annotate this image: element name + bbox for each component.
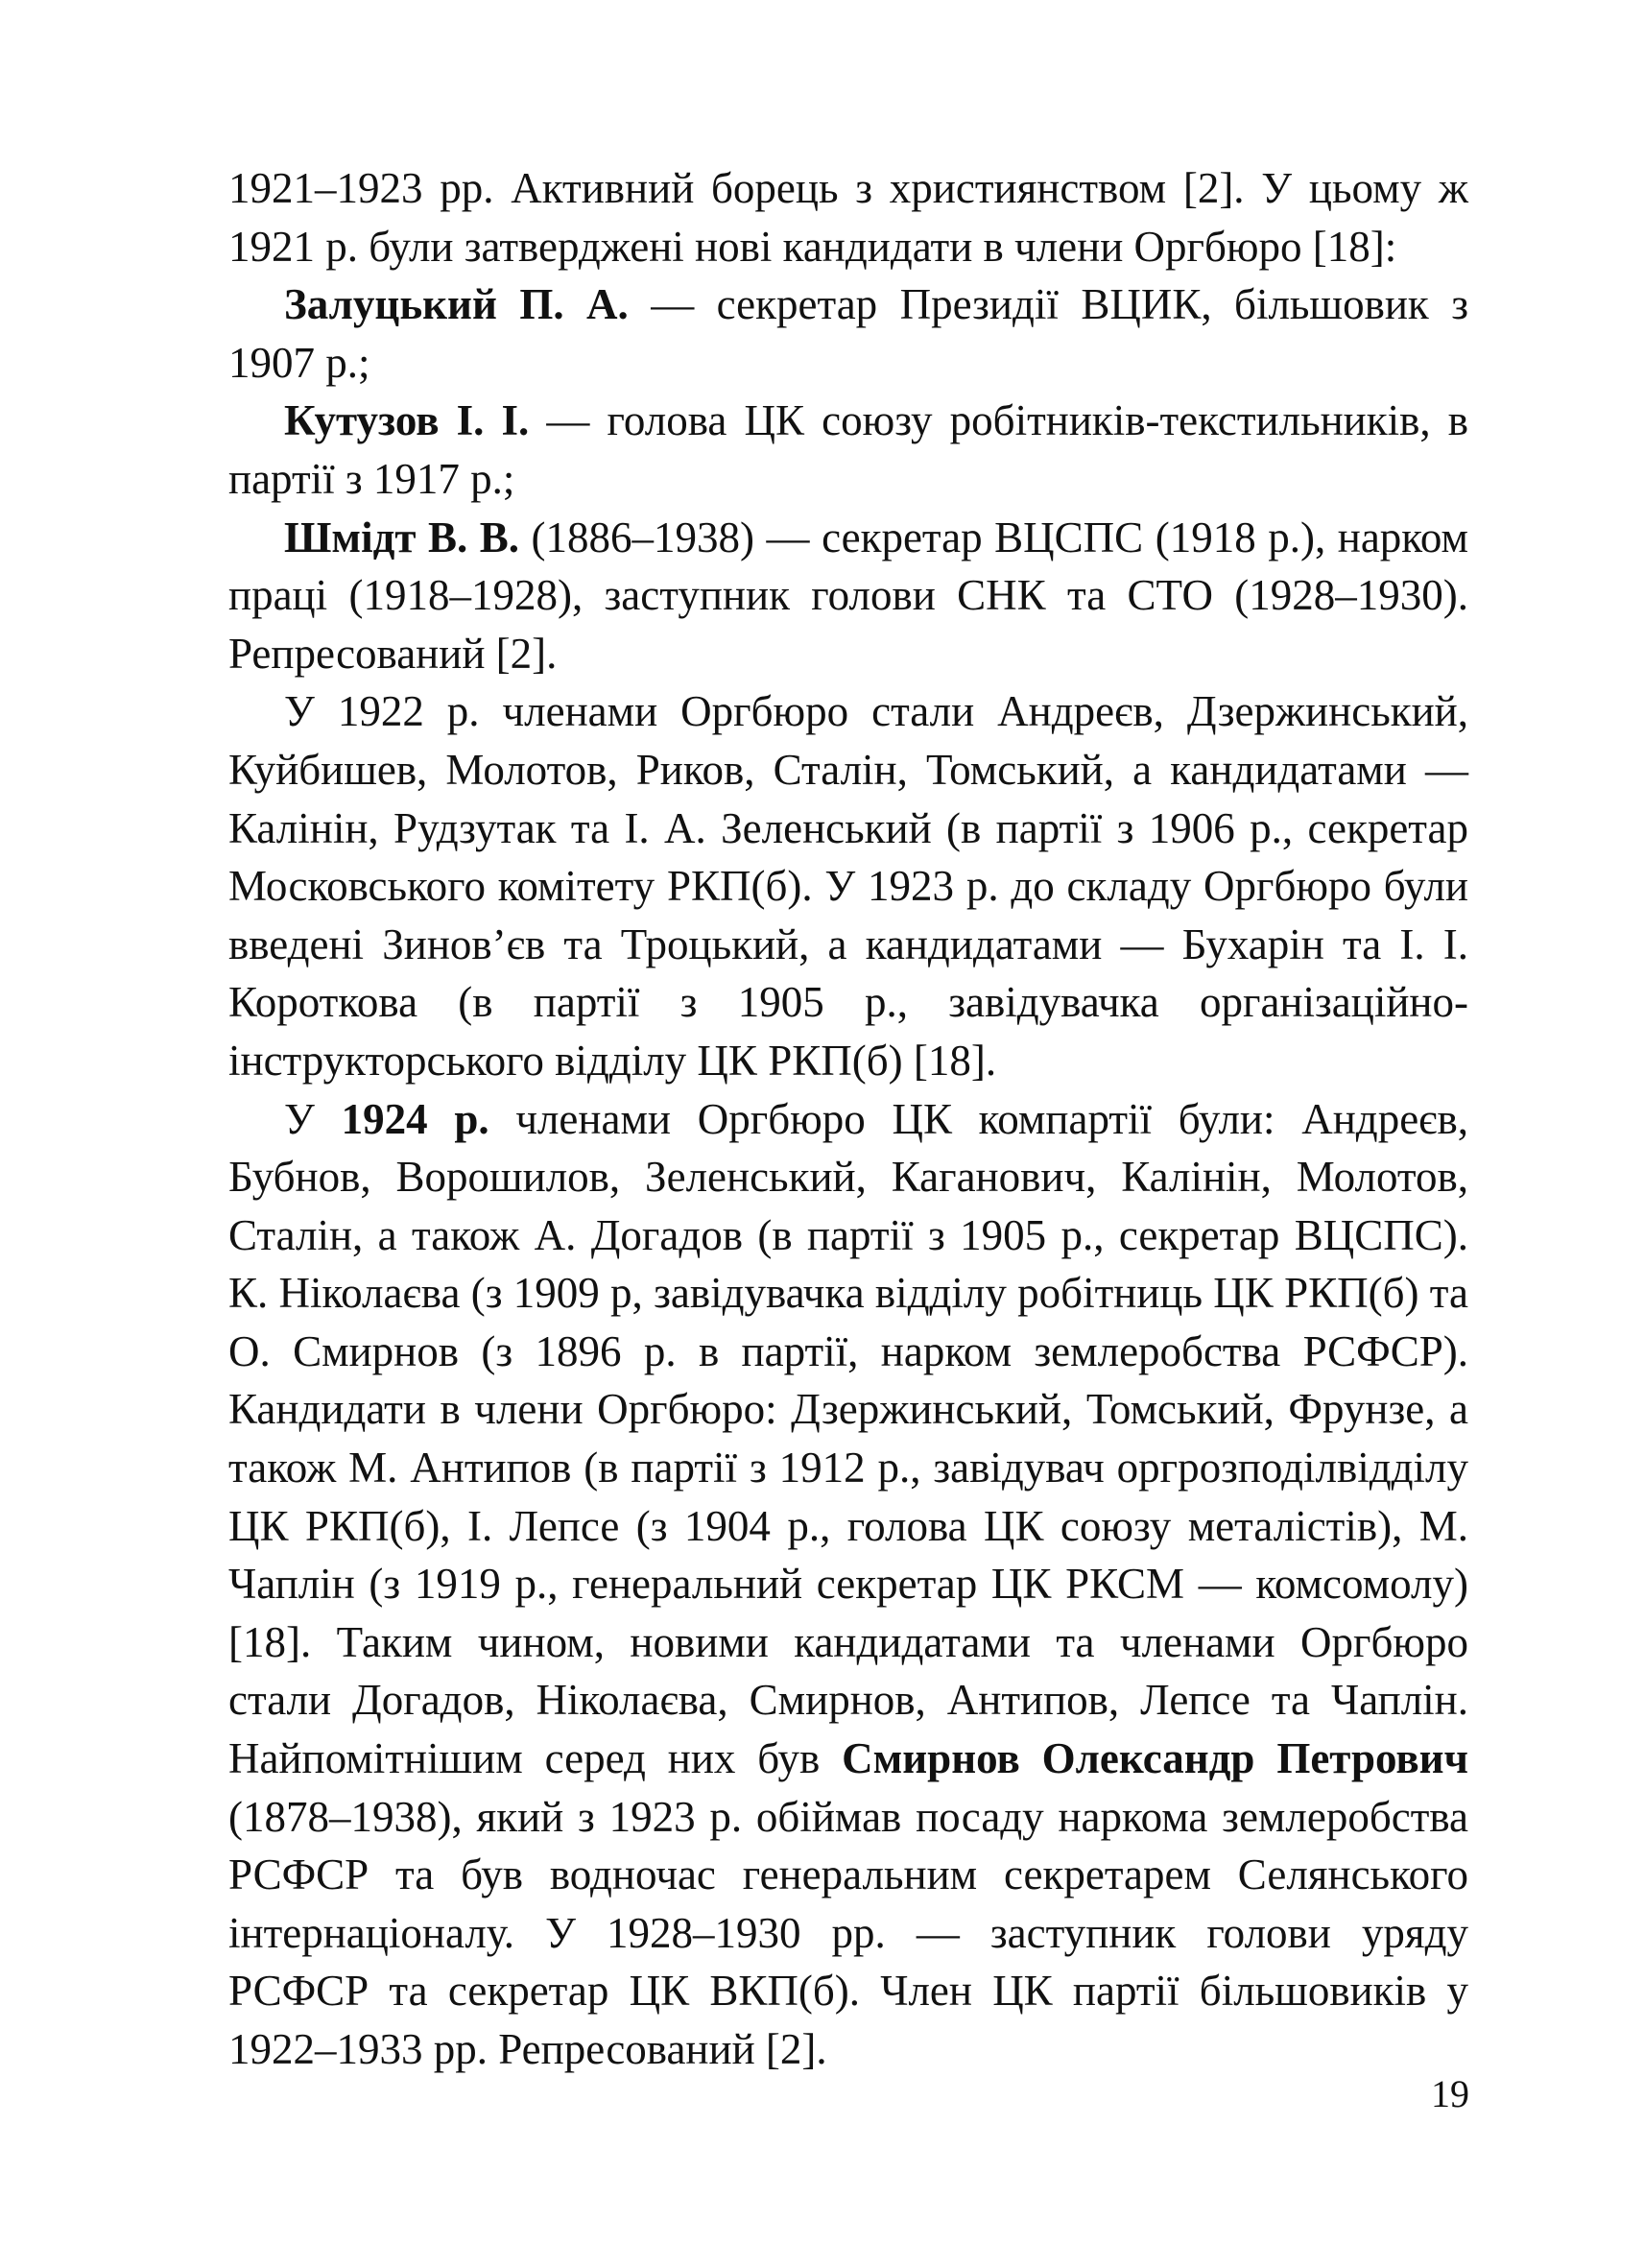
paragraph-1924-lead: У <box>284 1094 342 1143</box>
paragraph-kutuzov-text: — голова ЦК союзу робітників-текстильників, в партії з 1917 р.; <box>228 396 1468 503</box>
page-number: 19 <box>1431 2072 1469 2115</box>
paragraph-shmidt <box>228 509 1468 683</box>
person-name-zalutsky: Залуцький П. А. <box>284 280 629 329</box>
paragraph-shmidt-text: (1886–1938) — секретар ВЦСПС (1918 р.), нарком праці (1918–1928), заступник голови СНК та СТО (1928–1930). Репресований [2]. <box>228 513 1468 678</box>
person-name-kutuzov: Кутузов І. І. <box>284 396 530 445</box>
body-text <box>228 159 1468 2079</box>
paragraph-1924-text: членами Оргбюро ЦК компартії були: Андреєв, Бубнов, Ворошилов, Зеленський, Каганович, Калінін, Молотов, Сталін, а також А. Догадов (в партії з 1905 р., секретар ВЦСПС). К. Ніколаєва (з 1909 р, завідувачка відділу робітниць ЦК РКП(б) та О. Смирнов (з 1896 р. в партії, нарком землеробства РСФСР). Кандидати в члени Оргбюро: Дзержинський, Томський, Фрунзе, а також М. Антипов (в партії з 1912 р., завідувач оргрозподілвідділу ЦК РКП(б), І. Лепсе (з 1904 р., голова ЦК союзу металістів), М. Чаплін (з 1919 р., генеральний секретар ЦК РКСМ — комсомолу) [18]. Таким чином, новими кандидатами та членами Оргбюро стали Догадов, Ніколаєва, Смирнов, Антипов, Лепсе та Чаплін. Найпомітнішим серед них був <box>228 1094 1468 1783</box>
paragraph-1-text: 1921–1923 рр. Активний борець з християнством [2]. У цьому ж 1921 р. були затверджені нові кандидати в члени Оргбюро [18]: <box>228 164 1468 271</box>
year-1924: 1924 р. <box>341 1094 489 1143</box>
person-name-shmidt: Шмідт В. В. <box>284 513 520 561</box>
paragraph-1922-text: У 1922 р. членами Оргбюро стали Андреєв, Дзержинський, Куйбишев, Молотов, Риков, Сталін, Томський, а кандидатами — Калінін, Рудзутак та І. А. Зеленський (в партії з 1906 р., секретар Московського комітету РКП(б). У 1923 р. до складу Оргбюро були введені Зинов’єв та Троцький, а кандидатами — Бухарін та І. І. Короткова (в партії з 1905 р., завідувачка організаційно-інструкторського відділу ЦК РКП(б) [18]. <box>228 687 1468 1085</box>
paragraph-kutuzov <box>228 392 1468 508</box>
paragraph-1 <box>228 159 1468 275</box>
paragraph-1924 <box>228 1090 1468 2079</box>
paragraph-1922 <box>228 682 1468 1089</box>
person-name-smirnov: Смирнов Олександр Петрович <box>842 1734 1468 1783</box>
paragraph-1924-tail: (1878–1938), який з 1923 р. обіймав посаду наркома землеробства РСФСР та був водночас генеральним секретарем Селянського інтернаціоналу. У 1928–1930 рр. — заступник голови уряду РСФСР та секретар ЦК ВКП(б). Член ЦК партії більшовиків у 1922–1933 рр. Репресований [2]. <box>228 1792 1468 2073</box>
paragraph-zalutsky-text: — секретар Президії ВЦИК, більшовик з 1907 р.; <box>228 280 1468 387</box>
paragraph-zalutsky <box>228 275 1468 392</box>
